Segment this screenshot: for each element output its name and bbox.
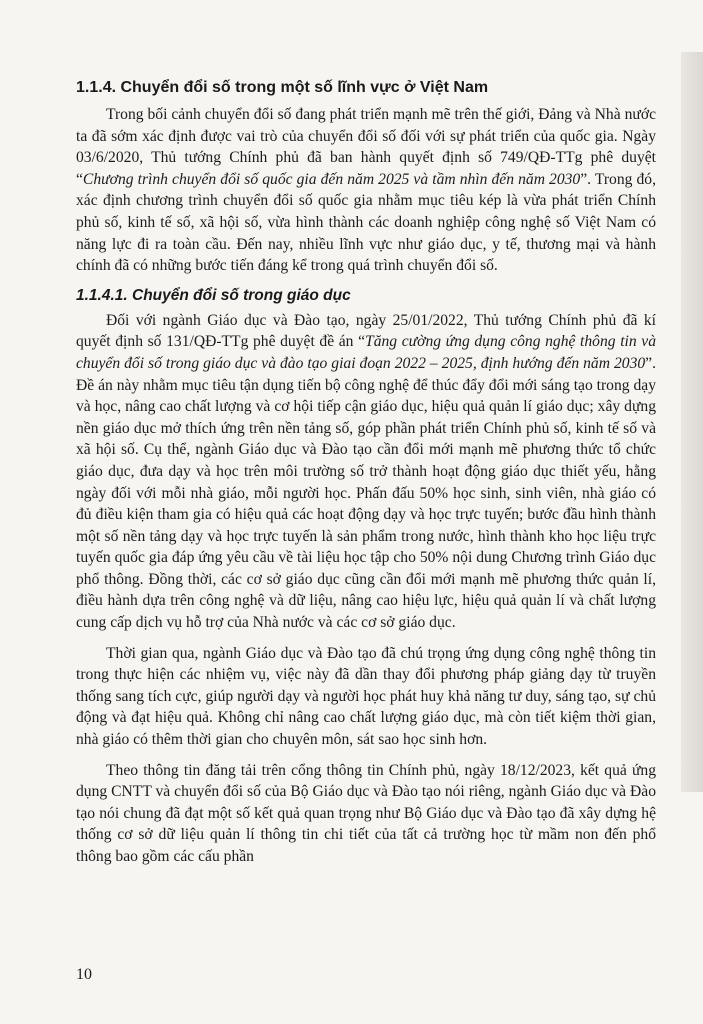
intro-text-end: ”. Trong đó, xác định chương trình chuyển đổi số quốc gia nhằm mục tiêu kép là vừa phát triển Chính phủ số, kinh tế số, xã hội số, vừa hình thành các doanh nghiệp công nghệ số Việt Nam có năng lực đi ra toàn cầu. Đến nay, nhiều lĩnh vực như giáo dục, y tế, thương mại và hành chính đã có những bước tiến đáng kể trong quá trình chuyển đổi số.: [76, 170, 656, 275]
adjacent-page-bleed: [681, 52, 703, 792]
para1-text-end: ”. Đề án này nhằm mục tiêu tận dụng tiến bộ công nghệ để thúc đẩy đổi mới sáng tạo trong dạy và học, nâng cao chất lượng và cơ hội tiếp cận giáo dục, hiệu quả quản lí giáo dục; xây dựng nền giáo dục mở thích ứng trên nền tảng số, góp phần phát triển Chính phủ số, kinh tế số và xã hội số. Cụ thể, ngành Giáo dục và Đào tạo cần đổi mới mạnh mẽ phương thức tổ chức giáo dục, đưa dạy và học trên môi trường số trở thành hoạt động giáo dục thiết yếu, hằng ngày đối với mỗi nhà giáo, mỗi người học. Phấn đấu 50% học sinh, sinh viên, nhà giáo có đủ điều kiện tham gia có hiệu quả các hoạt động dạy và học trực tuyến; bước đầu hình thành một số nền tảng dạy và học trực tuyến là sản phẩm trong nước, hình thành kho học liệu trực tuyến quốc gia đáp ứng yêu cầu về tài liệu học tập cho 50% nội dung Chương trình Giáo dục phổ thông. Đồng thời, các cơ sở giáo dục cũng cần đổi mới mạnh mẽ phương thức quản lí, điều hành dựa trên công nghệ và dữ liệu, nâng cao hiệu lực, hiệu quả quản lí và chất lượng cung cấp dịch vụ hỗ trợ của Nhà nước và các cơ sở giáo dục.: [76, 354, 656, 632]
page-content: [76, 78, 656, 877]
section-heading: 1.1.4. Chuyển đổi số trong một số lĩnh vực ở Việt Nam: [76, 79, 489, 96]
intro-paragraph: [76, 104, 656, 277]
page-number: 10: [76, 966, 92, 983]
intro-text-start: Trong bối cảnh chuyển đổi số đang phát triển mạnh mẽ trên thế giới, Đảng và Nhà nước ta đã sớm xác định được vai trò của chuyển đổi số đối với sự phát triển của quốc gia. Ngày 03/6/2020, Thủ tướng Chính phủ đã ban hành quyết định số 749/QĐ-TTg phê duyệt “: [76, 106, 656, 188]
education-paragraph-2: Thời gian qua, ngành Giáo dục và Đào tạo đã chú trọng ứng dụng công nghệ thông tin trong thực hiện các nhiệm vụ, việc này đã dần thay đổi phương pháp giảng dạy từ truyền thống sang tích cực, giúp người dạy và người học phát huy khả năng tư duy, sáng tạo, sự chủ động và đạt hiệu quả. Không chỉ nâng cao chất lượng giáo dục, mà còn tiết kiệm thời gian, nhà giáo có thêm thời gian cho chuyên môn, sát sao học sinh hơn.: [76, 644, 656, 749]
project-title: Tăng cường ứng dụng công nghệ thông tin và chuyển đổi số trong giáo dục và đào tạo giai đoạn 2022 – 2025, định hướng đến năm 2030: [76, 333, 656, 372]
para1-text-start: Đối với ngành Giáo dục và Đào tạo, ngày 25/01/2022, Thủ tướng Chính phủ đã kí quyết định số 131/QĐ-TTg phê duyệt đề án “: [76, 311, 656, 351]
subsection-heading: 1.1.4.1. Chuyển đổi số trong giáo dục: [76, 286, 351, 304]
education-paragraph-1: [76, 310, 656, 634]
education-paragraph-3: Theo thông tin đăng tải trên cổng thông tin Chính phủ, ngày 18/12/2023, kết quả ứng dụng CNTT và chuyển đổi số của Bộ Giáo dục và Đào tạo nói riêng, ngành Giáo dục và Đào tạo nói chung đã đạt một số kết quả quan trọng như Bộ Giáo dục và Đào tạo đã xây dựng hệ thống cơ sở dữ liệu quản lí thông tin chi tiết của tất cả trường học từ mầm non đến phổ thông bao gồm các cấu phần: [76, 761, 656, 865]
program-title: Chương trình chuyển đổi số quốc gia đến năm 2025 và tầm nhìn đến năm 2030: [82, 170, 581, 188]
